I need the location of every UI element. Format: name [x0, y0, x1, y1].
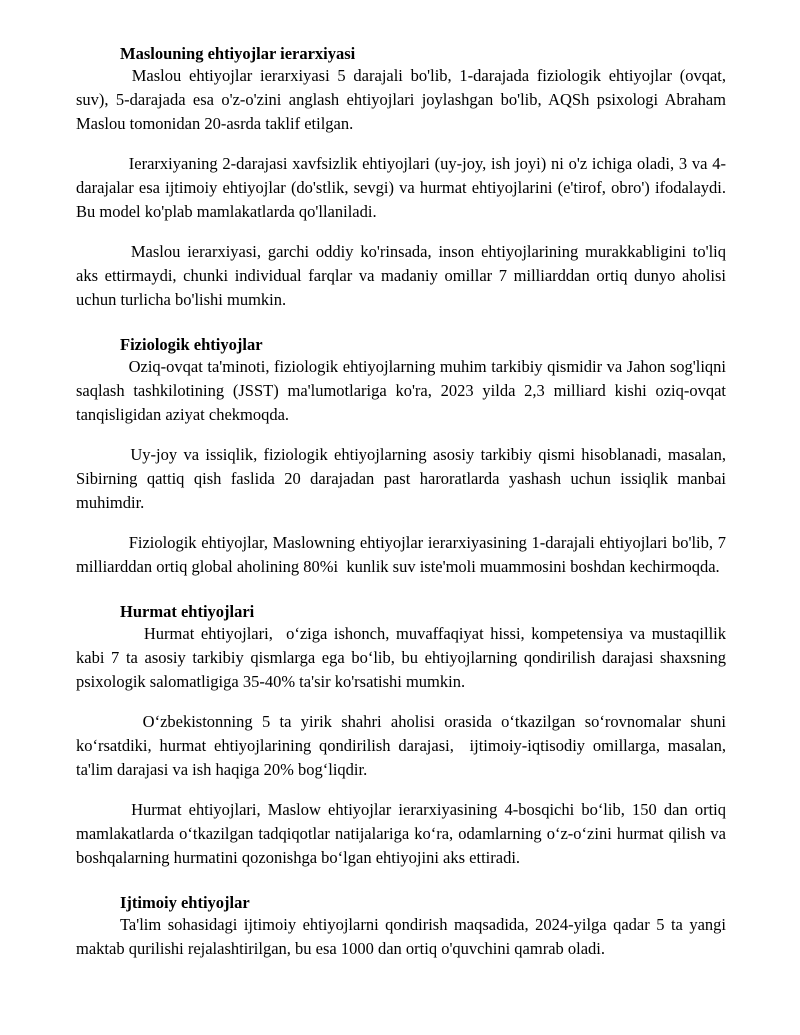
- paragraph: Ierarxiyaning 2-darajasi xavfsizlik ehtiyojlari (uy-joy, ish joyi) ni o'z ichiga oladi, 3 va 4-darajalar esa ijtimoiy ehtiyojlar (do'stlik, sevgi) va hurmat ehtiyojlarini (e'tirof, obro') ifodalaydi. Bu model ko'plab mamlakatlarda qo'llaniladi.: [76, 154, 735, 221]
- document-page: [76, 44, 735, 961]
- section-maslow-hierarchy: [76, 44, 735, 312]
- section-heading: Fiziologik ehtiyojlar: [120, 335, 263, 354]
- paragraph: Maslou ierarxiyasi, garchi oddiy ko'rinsada, inson ehtiyojlarining murakkabligini to'liq aks ettirmaydi, chunki individual farqlar va madaniy omillar 7 milliarddan ortiq dunyo aholisi uchun turlicha bo'lishi mumkin.: [76, 242, 731, 309]
- paragraph: Ta'lim sohasidagi ijtimoiy ehtiyojlarni qondirish maqsadida, 2024-yilga qadar 5 ta yangi maktab qurilishi rejalashtirilgan, bu esa 1000 dan ortiq o'quvchini qamrab oladi.: [76, 915, 731, 958]
- paragraph: Hurmat ehtiyojlari, Maslow ehtiyojlar ierarxiyasining 4-bosqichi bo‘lib, 150 dan ortiq mamlakatlarda o‘tkazilgan tadqiqotlar natijalariga ko‘ra, odamlarning o‘z-o‘zini hurmat qilish va boshqalarning hurmatini qozonishga bo‘lgan ehtiyojini aks ettiradi.: [76, 800, 731, 867]
- paragraph: Maslou ehtiyojlar ierarxiyasi 5 darajali bo'lib, 1-darajada fiziologik ehtiyojlar (ovqat, suv), 5-darajada esa o'z-o'zini anglash ehtiyojlari joylashgan bo'lib, AQSh psixologi Abraham Maslou tomonidan 20-asrda taklif etilgan.: [76, 66, 731, 133]
- paragraph: Hurmat ehtiyojlari, o‘ziga ishonch, muvaffaqiyat hissi, kompetensiya va mustaqillik kabi 7 ta asosiy tarkibiy qismlarga ega bo‘lib, bu ehtiyojlarning qondirilish darajasi shaxsning psixologik salomatligiga 35-40% ta'sir ko'rsatishi mumkin.: [76, 624, 731, 691]
- section-social-needs: [76, 893, 731, 961]
- section-heading: Maslouning ehtiyojlar ierarxiyasi: [120, 44, 356, 63]
- section-heading: Hurmat ehtiyojlari: [120, 602, 255, 621]
- section-esteem-needs: [76, 602, 731, 870]
- section-physiological-needs: [76, 335, 731, 579]
- paragraph: Uy-joy va issiqlik, fiziologik ehtiyojlarning asosiy tarkibiy qismi hisoblanadi, masalan, Sibirning qattiq qish faslida 20 darajadan past haroratlarda yashash uchun issiqlik manbai muhimdir.: [76, 445, 731, 512]
- section-heading: Ijtimoiy ehtiyojlar: [120, 893, 250, 912]
- paragraph: Fiziologik ehtiyojlar, Maslowning ehtiyojlar ierarxiyasining 1-darajali ehtiyojlari bo'lib, 7 milliarddan ortiq global aholining 80%i kunlik suv iste'moli muammosini boshdan kechirmoqda.: [76, 533, 731, 576]
- paragraph: Oziq-ovqat ta'minoti, fiziologik ehtiyojlarning muhim tarkibiy qismidir va Jahon sog'liqni saqlash tashkilotining (JSST) ma'lumotlariga ko'ra, 2023 yilda 2,3 milliard kishi oziq-ovqat tanqisligidan aziyat chekmoqda.: [76, 357, 731, 424]
- paragraph: O‘zbekistonning 5 ta yirik shahri aholisi orasida o‘tkazilgan so‘rovnomalar shuni ko‘rsatdiki, hurmat ehtiyojlarining qondirilish darajasi, ijtimoiy-iqtisodiy omillarga, masalan, ta'lim darajasi va ish haqiga 20% bog‘liqdir.: [76, 712, 731, 779]
